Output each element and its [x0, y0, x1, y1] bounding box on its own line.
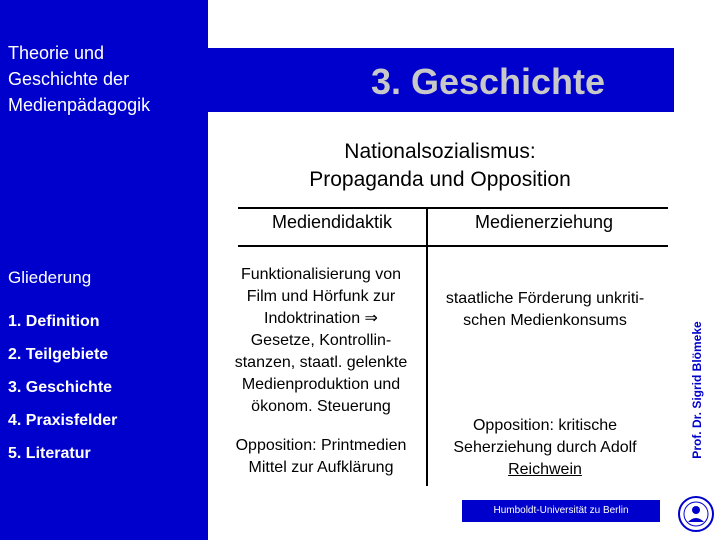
subtitle-line-2: Propaganda und Opposition	[309, 168, 571, 191]
outline-item-praxisfelder[interactable]: 4. Praxisfelder	[8, 412, 118, 429]
table-column-divider	[426, 208, 428, 486]
cell-line: schen Medienkonsums	[463, 312, 627, 329]
cell-mediendidaktik-opposition	[218, 435, 424, 479]
cell-line: stanzen, staatl. gelenkte	[234, 354, 408, 371]
chapter-title: 3. Geschichte	[370, 61, 606, 102]
cell-line: Mittel zur Aufklärung	[248, 459, 394, 476]
course-title-line: Theorie und	[8, 43, 105, 63]
university-name: Humboldt-Universität zu Berlin	[493, 505, 629, 516]
cell-line: Funktionalisierung von	[240, 266, 402, 283]
cell-line: Seherziehung durch Adolf	[453, 439, 637, 456]
reichwein-link[interactable]: Reichwein	[508, 461, 582, 478]
cell-medienerziehung-propaganda	[430, 288, 660, 332]
column-header-medienerziehung: Medienerziehung	[474, 212, 614, 232]
author-label	[684, 310, 710, 470]
table-header-rule	[238, 245, 668, 247]
outline-item-teilgebiete[interactable]: 2. Teilgebiete	[8, 346, 109, 363]
outline-item-geschichte[interactable]: 3. Geschichte	[8, 379, 113, 396]
cell-line: staatliche Förderung unkriti-	[445, 290, 645, 307]
cell-medienerziehung-opposition	[430, 415, 660, 481]
table-top-rule	[238, 207, 668, 209]
subtitle-line-1: Nationalsozialismus:	[344, 140, 536, 163]
cell-line: Gesetze, Kontrollin-	[250, 332, 392, 349]
outline-item-definition[interactable]: 1. Definition	[8, 313, 100, 330]
course-title-line: Geschichte der	[8, 69, 130, 89]
author-text: Prof. Dr. Sigrid Blömeke	[690, 321, 704, 459]
column-header-mediendidaktik: Mediendidaktik	[271, 212, 393, 232]
cell-line: Film und Hörfunk zur	[246, 288, 396, 305]
outline-item-literatur[interactable]: 5. Literatur	[8, 445, 91, 462]
slide-subtitle	[220, 138, 660, 194]
university-seal-icon	[676, 492, 716, 536]
university-footer-bar	[462, 500, 660, 522]
course-title-line: Medienpädagogik	[8, 95, 151, 115]
cell-line: Opposition: kritische	[472, 417, 618, 434]
course-title	[8, 40, 204, 118]
cell-mediendidaktik-propaganda	[218, 264, 424, 418]
cell-line: Indoktrination ⇒	[264, 310, 378, 327]
cell-line: Medienproduktion und	[241, 376, 401, 393]
cell-line: Opposition: Printmedien	[235, 437, 407, 454]
outline-heading: Gliederung	[8, 268, 92, 287]
cell-line: ökonom. Steuerung	[251, 398, 391, 415]
